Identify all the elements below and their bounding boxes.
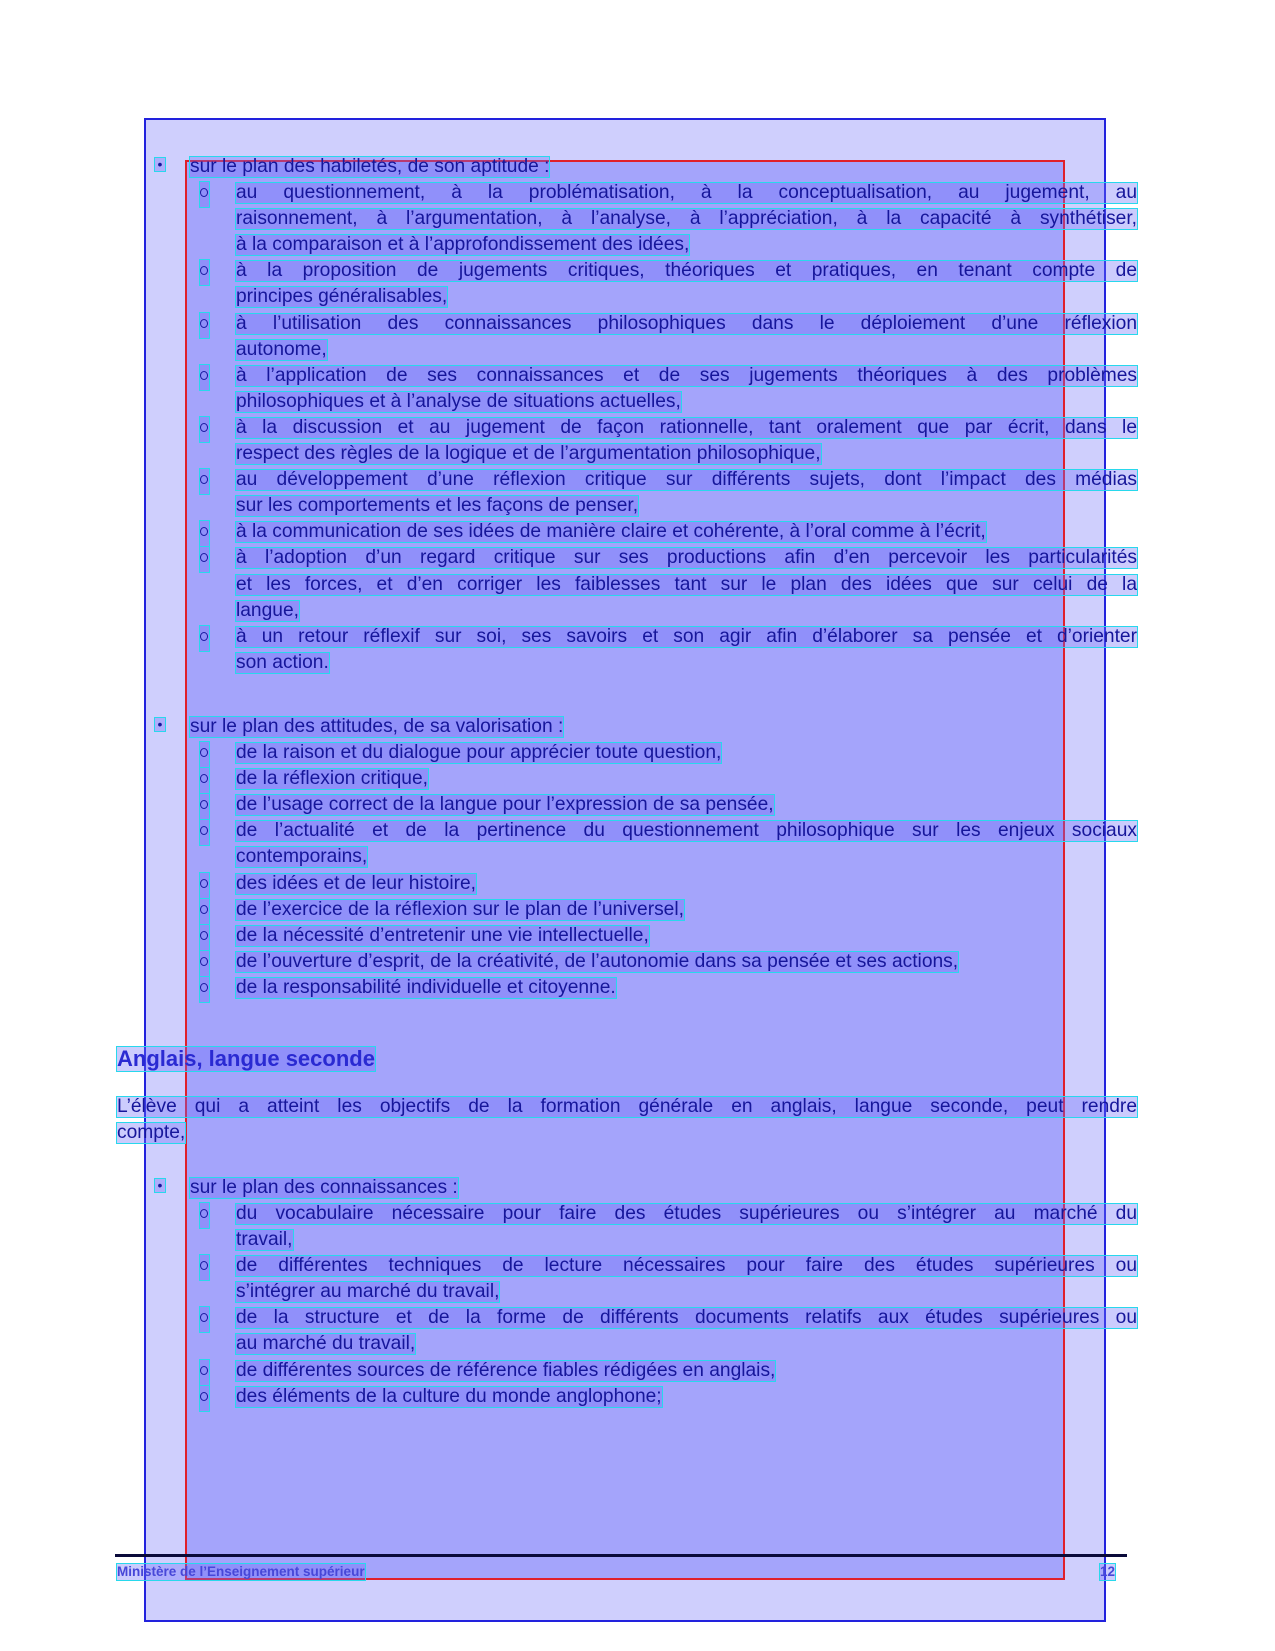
sub-bullet-icon [200,1307,209,1332]
sub-bullet-icon [200,873,209,898]
footer-ministry: Ministère de l’Enseignement supérieur [117,1564,365,1579]
list-item-line: à la comparaison et à l’approfondissement des idées, [236,234,690,255]
list-item-line: à la discussion et au jugement de façon rationnelle, tant oralement que par écrit, dans le [236,417,1137,438]
list-item-line: au marché du travail, [236,1333,416,1354]
list-item-line: philosophiques et à l’analyse de situations actuelles, [236,391,681,412]
sub-bullet-icon [200,899,209,924]
section-heading-connaissances: sur le plan des connaissances : [190,1177,458,1198]
sub-bullet-icon [200,977,209,1002]
list-item-line: de différentes techniques de lecture nécessaires pour faire des études supérieures ou [236,1255,1137,1276]
section-heading-habiletes: sur le plan des habiletés, de son aptitude : [190,156,550,177]
list-item-line: au développement d’une réflexion critique sur différents sujets, dont l’impact des médias [236,469,1137,490]
list-item-line: des éléments de la culture du monde anglophone; [236,1386,662,1407]
list-item-line: à la communication de ses idées de manière claire et cohérente, à l’oral comme à l’écrit, [236,521,986,542]
list-item-line: raisonnement, à l’argumentation, à l’analyse, à l’appréciation, à la capacité à synthétiser, [236,208,1137,229]
sub-bullet-icon [200,1386,209,1411]
list-item-line: du vocabulaire nécessaire pour faire des études supérieures ou s’intégrer au marché du [236,1203,1137,1224]
sub-bullet-icon [200,521,209,546]
list-item-line: de la responsabilité individuelle et citoyenne. [236,977,616,998]
list-item-line: s’intégrer au marché du travail, [236,1281,500,1302]
list-item-line: autonome, [236,339,327,360]
sub-bullet-icon [200,365,209,390]
list-item-line: de la réflexion critique, [236,768,428,789]
list-item-line: de l’usage correct de la langue pour l’expression de sa pensée, [236,794,774,815]
sub-bullet-icon [200,768,209,793]
list-item-line: de l’actualité et de la pertinence du questionnement philosophique sur les enjeux sociaux [236,820,1137,841]
list-item-line: contemporains, [236,846,368,867]
footer-divider [115,1554,1127,1557]
sub-bullet-icon [200,313,209,338]
list-item-line: et les forces, et d’en corriger les faiblesses tant sur le plan des idées que sur celui de la [236,574,1137,595]
sub-bullet-icon [200,794,209,819]
list-item-line: à l’application de ses connaissances et de ses jugements théoriques à des problèmes [236,365,1137,386]
list-item-line: travail, [236,1229,293,1250]
list-item-line: à l’adoption d’un regard critique sur ses productions afin d’en percevoir les particularités [236,547,1137,568]
list-item-line: sur les comportements et les façons de penser, [236,495,639,516]
list-item-line: de différentes sources de référence fiables rédigées en anglais, [236,1360,776,1381]
bullet-icon: • [155,1179,165,1192]
intro-paragraph-line: compte, [117,1122,186,1143]
section-title-anglais: Anglais, langue seconde [117,1046,375,1071]
sub-bullet-icon [200,742,209,767]
page-number: 12 [1100,1564,1116,1579]
list-item-line: de la raison et du dialogue pour apprécier toute question, [236,742,722,763]
sub-bullet-icon [200,547,209,572]
list-item-line: des idées et de leur histoire, [236,873,476,894]
bullet-icon: • [155,158,165,171]
sub-bullet-icon [200,951,209,976]
section-heading-attitudes: sur le plan des attitudes, de sa valorisation : [190,716,564,737]
sub-bullet-icon [200,626,209,651]
list-item-line: à la proposition de jugements critiques, théoriques et pratiques, en tenant compte de [236,260,1137,281]
list-item-line: à l’utilisation des connaissances philosophiques dans le déploiement d’une réflexion [236,313,1137,334]
list-item-line: de la structure et de la forme de différents documents relatifs aux études supérieures ou [236,1307,1137,1328]
sub-bullet-icon [200,182,209,207]
list-item-line: de la nécessité d’entretenir une vie intellectuelle, [236,925,649,946]
list-item-line: son action. [236,652,329,673]
list-item-line: langue, [236,600,299,621]
sub-bullet-icon [200,469,209,494]
sub-bullet-icon [200,1203,209,1228]
sub-bullet-icon [200,1360,209,1385]
list-item-line: au questionnement, à la problématisation, à la conceptualisation, au jugement, au [236,182,1137,203]
sub-bullet-icon [200,1255,209,1280]
bullet-icon: • [155,718,165,731]
list-item-line: respect des règles de la logique et de l’argumentation philosophique, [236,443,821,464]
list-item-line: à un retour réflexif sur soi, ses savoirs et son agir afin d’élaborer sa pensée et d’orienter [236,626,1137,647]
sub-bullet-icon [200,417,209,442]
sub-bullet-icon [200,820,209,845]
list-item-line: de l’ouverture d’esprit, de la créativité, de l’autonomie dans sa pensée et ses actions, [236,951,959,972]
intro-paragraph-line: L’élève qui a atteint les objectifs de la formation générale en anglais, langue seconde, peut rendre [117,1096,1137,1117]
list-item-line: principes généralisables, [236,286,448,307]
sub-bullet-icon [200,260,209,285]
sub-bullet-icon [200,925,209,950]
list-item-line: de l’exercice de la réflexion sur le plan de l’universel, [236,899,684,920]
